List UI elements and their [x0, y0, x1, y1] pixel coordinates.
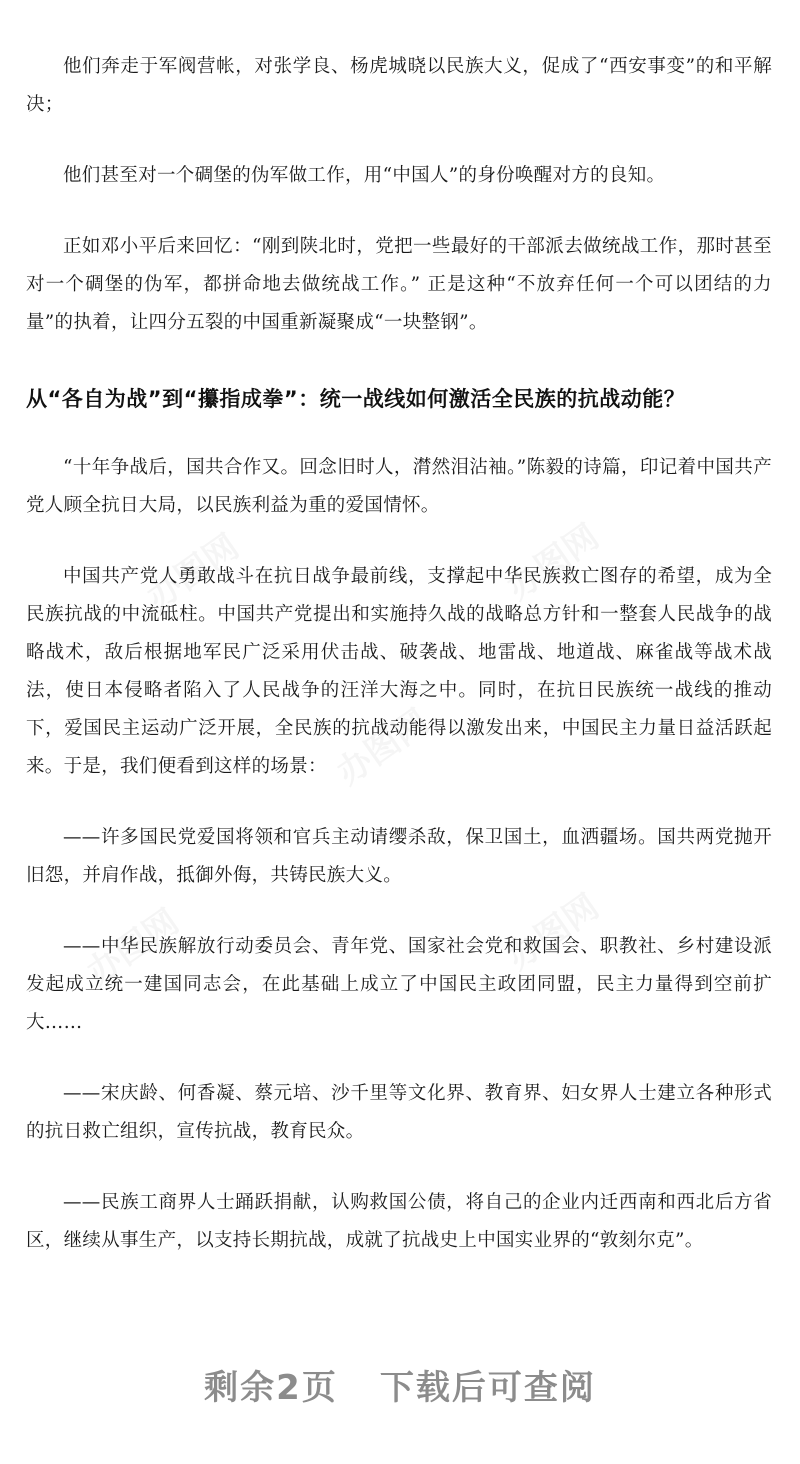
paragraph: ——许多国民党爱国将领和官兵主动请缨杀敌，保卫国土，血洒疆场。国共两党抛开旧怨，并肩作战，抵御外侮，共铸民族大义。 [26, 827, 772, 886]
remaining-pages-label: 剩余2页 [204, 1368, 338, 1408]
download-prompt-banner[interactable] [0, 1360, 800, 1409]
watermark: 办图网 [79, 901, 187, 994]
paragraph: ——中华民族解放行动委员会、青年党、国家社会党和救国会、职教社、乡村建设派发起成立统一建国同志会，在此基础上成立了中国民主政团同盟，民主力量得到空前扩大…… [26, 936, 772, 1033]
article-body [26, 48, 772, 1293]
paragraph: ——宋庆龄、何香凝、蔡元培、沙千里等文化界、教育界、妇女界人士建立各种形式的抗日救亡组织，宣传抗战，教育民众。 [26, 1083, 772, 1142]
watermark: 办图网 [139, 526, 247, 619]
paragraph: 正如邓小平后来回忆：“刚到陕北时，党把一些最好的干部派去做统战工作，那时甚至对一个碉堡的伪军，都拼命地去做统战工作。” 正是这种“不放弃任何一个可以团结的力量”的执着，让四分五裂的中国重新凝聚成“一块整钢”。 [26, 236, 772, 333]
watermark: 办图网 [329, 701, 437, 794]
watermark: 办图网 [499, 886, 607, 979]
paragraph: “十年争战后，国共合作又。回念旧时人，潸然泪沾袖。”陈毅的诗篇，印记着中国共产党人顾全抗日大局，以民族利益为重的爱国情怀。 [26, 457, 772, 516]
paragraph: 他们奔走于军阀营帐，对张学良、杨虎城晓以民族大义，促成了“西安事变”的和平解决； [26, 56, 772, 115]
section-heading: 从“各自为战”到“攥指成拳”：统一战线如何激活全民族的抗战动能？ [26, 387, 686, 411]
paragraph: ——民族工商界人士踊跃捐献，认购救国公债，将自己的企业内迁西南和西北后方省区，继续从事生产，以支持长期抗战，成就了抗战史上中国实业界的“敦刻尔克”。 [26, 1192, 772, 1251]
paragraph: 中国共产党人勇敢战斗在抗日战争最前线，支撑起中华民族救亡图存的希望，成为全民族抗战的中流砥柱。中国共产党提出和实施持久战的战略总方针和一整套人民战争的战略战术，敌后根据地军民广泛采用伏击战、破袭战、地雷战、地道战、麻雀战等战术战法，使日本侵略者陷入了人民战争的汪洋大海之中。同时，在抗日民族统一战线的推动下，爱国民主运动广泛开展，全民族的抗战动能得以激发出来，中国民主力量日益活跃起来。于是，我们便看到这样的场景： [26, 566, 772, 777]
download-to-view-label[interactable]: 下载后可查阅 [379, 1368, 596, 1408]
paragraph: 他们甚至对一个碉堡的伪军做工作，用“中国人”的身份唤醒对方的良知。 [63, 165, 666, 186]
watermark: 办图网 [499, 516, 607, 609]
